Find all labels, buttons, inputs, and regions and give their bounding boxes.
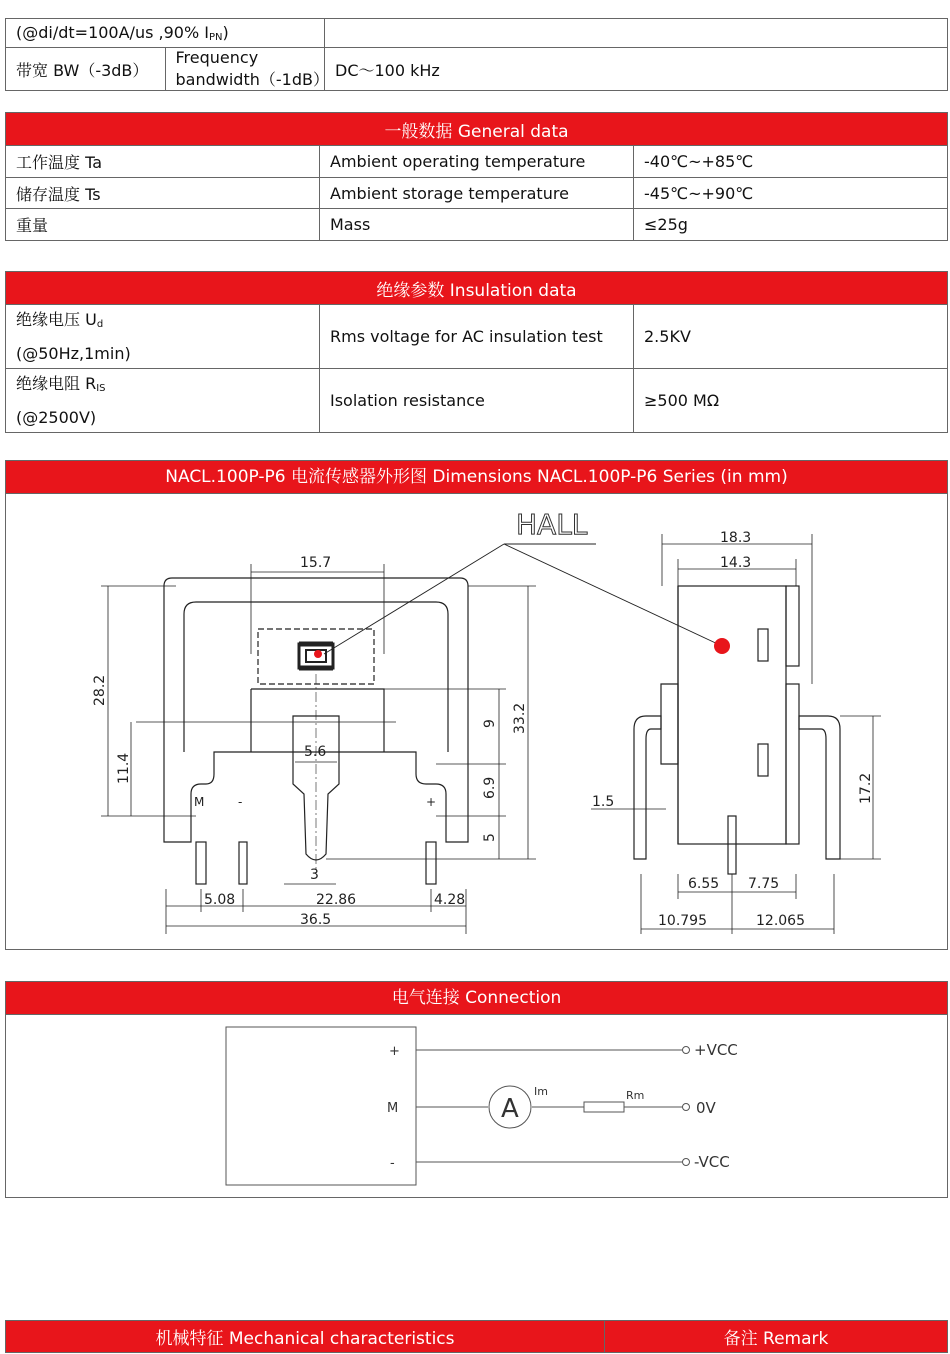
- cell: Rms voltage for AC insulation test: [320, 305, 634, 369]
- pin-m-label: M: [194, 795, 205, 809]
- cell: 绝缘电压 $U_d$ (@50Hz,1min): [6, 305, 320, 369]
- dim-12-065: 12.065: [756, 913, 805, 929]
- dim-7-75: 7.75: [748, 876, 780, 892]
- remark-header: 备注 Remark: [605, 1321, 948, 1353]
- pin-minus-label: -: [238, 795, 243, 809]
- dim-5-08: 5.08: [204, 892, 236, 908]
- cell: Ambient storage temperature: [320, 178, 634, 209]
- cell: 2.5KV: [634, 305, 948, 369]
- hall-sensor-icon: [299, 644, 333, 668]
- dim-10-795: 10.795: [658, 913, 707, 929]
- cell: 工作温度 Ta: [6, 146, 320, 178]
- section-header: 电气连接 Connection: [6, 982, 947, 1015]
- dimensions-panel: [5, 460, 948, 950]
- connection-diagram: [6, 1015, 947, 1197]
- dimension-drawing: [6, 494, 947, 949]
- cell: (@di/dt=100A/us ,90% $I_{PN}$): [6, 19, 325, 48]
- pin-plus-label: +: [426, 795, 437, 809]
- im-label: Im: [534, 1085, 548, 1098]
- rm-label: Rm: [626, 1089, 645, 1102]
- section-header: NACL.100P-P6 电流传感器外形图 Dimensions NACL.100P-P6 Series (in mm): [6, 461, 947, 494]
- dim-18-3: 18.3: [720, 530, 752, 546]
- vcc-minus-label: -VCC: [694, 1153, 730, 1171]
- cell: -45℃~+90℃: [634, 178, 948, 209]
- connection-panel: [5, 981, 948, 1198]
- cell: 储存温度 Ts: [6, 178, 320, 209]
- cell: -40℃~+85℃: [634, 146, 948, 178]
- dim-6-9: 6.9: [482, 776, 498, 799]
- dim-17-2: 17.2: [858, 772, 874, 804]
- pin-minus-label: -: [390, 1156, 395, 1171]
- cell: Frequency bandwidth（-1dB）: [165, 48, 325, 91]
- section-header: 一般数据 General data: [6, 113, 948, 146]
- dim-4-28: 4.28: [434, 892, 466, 908]
- cell: [325, 19, 948, 48]
- dim-3: 3: [310, 867, 319, 883]
- pin-plus-label: +: [389, 1044, 400, 1059]
- cell: ≥500 MΩ: [634, 369, 948, 433]
- pin-m-label: M: [387, 1101, 399, 1116]
- cell: ≤25g: [634, 209, 948, 241]
- dim-28-2: 28.2: [92, 674, 108, 706]
- table-row: [6, 48, 948, 91]
- dimension-labels: [92, 508, 874, 929]
- dim-11-4: 11.4: [116, 752, 132, 784]
- hall-position-dot-icon: [714, 638, 730, 654]
- table-row: [6, 19, 948, 48]
- zero-volt-label: 0V: [696, 1099, 716, 1117]
- dim-36-5: 36.5: [300, 912, 332, 928]
- ammeter-icon: A: [501, 1094, 519, 1124]
- cell: 重量: [6, 209, 320, 241]
- dim-15-7: 15.7: [300, 555, 332, 571]
- table-row: [6, 146, 948, 178]
- dim-5: 5: [482, 833, 498, 842]
- mechanical-header: 机械特征 Mechanical characteristics: [6, 1321, 605, 1353]
- table-row: [6, 178, 948, 209]
- dim-9: 9: [482, 719, 498, 728]
- table-row: [6, 209, 948, 241]
- dim-22-86: 22.86: [316, 892, 357, 908]
- cell: Isolation resistance: [320, 369, 634, 433]
- insulation-data-table: [5, 271, 948, 433]
- dim-5-6: 5.6: [304, 744, 327, 760]
- table-row: [6, 305, 948, 369]
- bottom-header-table: [5, 1320, 948, 1353]
- section-header: [6, 1321, 948, 1353]
- cell: Ambient operating temperature: [320, 146, 634, 178]
- table-row: [6, 369, 948, 433]
- dim-1-5: 1.5: [592, 794, 615, 810]
- cell: 绝缘电阻 $R_{IS}$ (@2500V): [6, 369, 320, 433]
- section-header: 绝缘参数 Insulation data: [6, 272, 948, 305]
- hall-label: HALL: [516, 508, 588, 541]
- top-table: [5, 18, 948, 91]
- dim-33-2: 33.2: [512, 702, 528, 734]
- dim-6-55: 6.55: [688, 876, 720, 892]
- vcc-plus-label: +VCC: [694, 1041, 738, 1059]
- cell: Mass: [320, 209, 634, 241]
- cell: DC～100 kHz: [325, 48, 948, 91]
- cell: 带宽 BW（-3dB）: [6, 48, 166, 91]
- dim-14-3: 14.3: [720, 555, 752, 571]
- general-data-table: [5, 112, 948, 241]
